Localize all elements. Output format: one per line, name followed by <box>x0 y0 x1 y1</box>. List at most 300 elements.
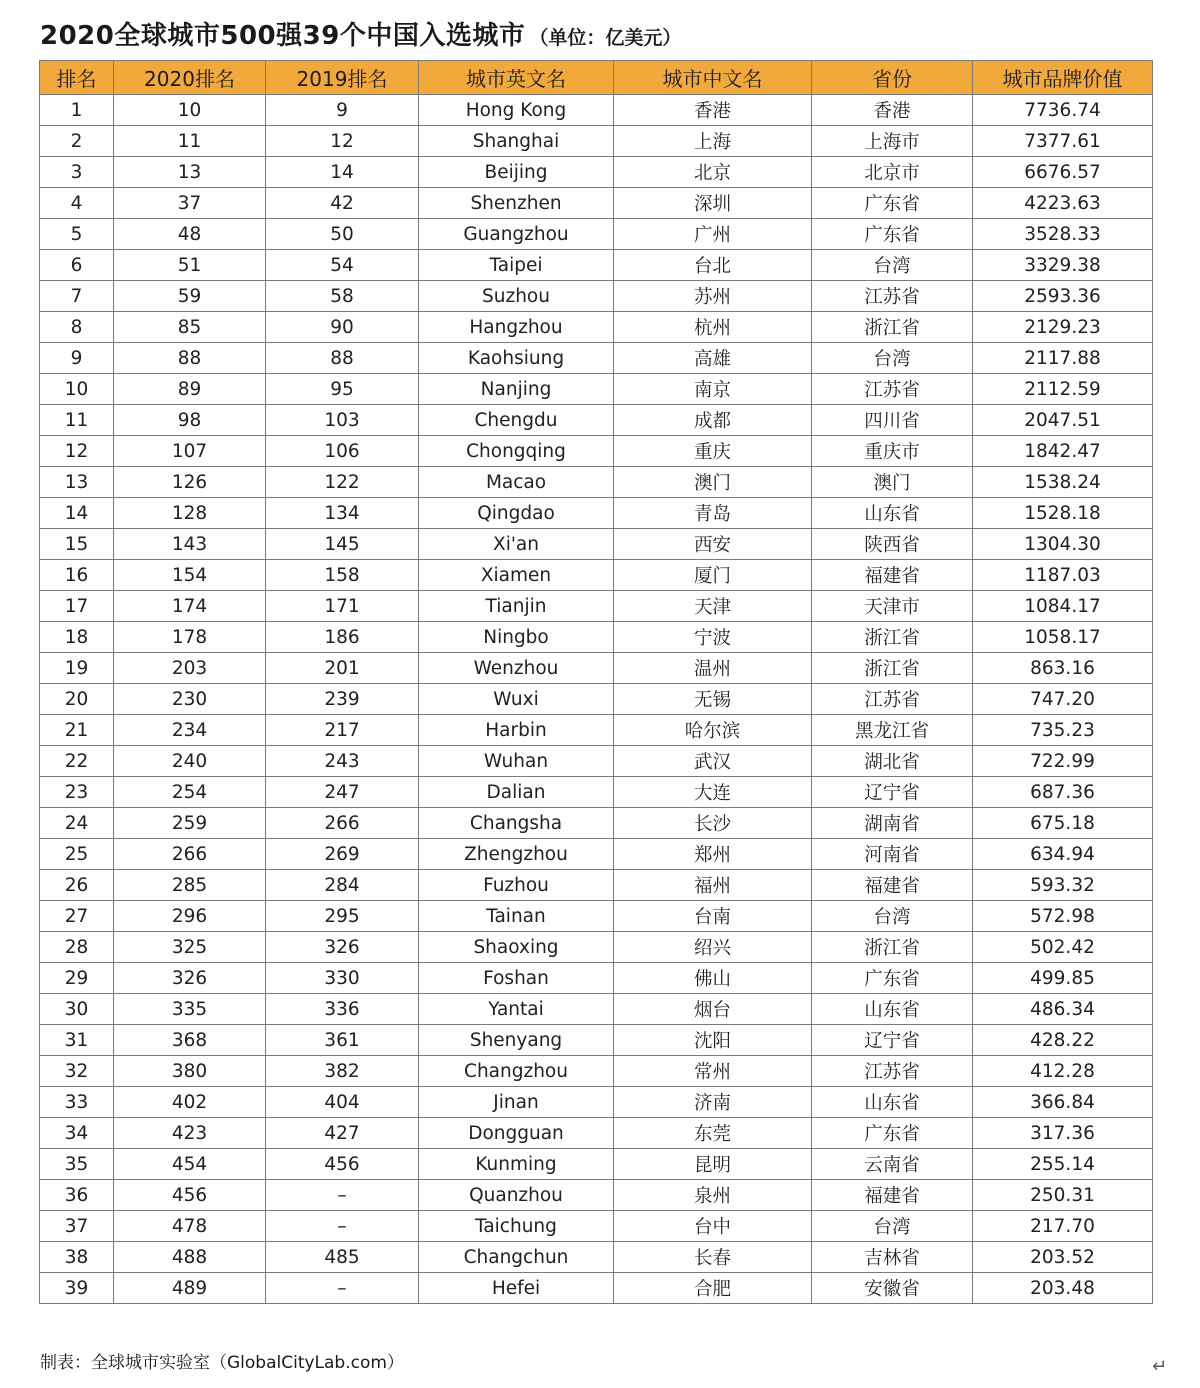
cell-brand-value: 2593.36 <box>973 281 1153 312</box>
cell-city-chinese-name: 东莞 <box>614 1118 812 1149</box>
table-row <box>40 188 1153 219</box>
header-row <box>40 61 1153 95</box>
cell-city-chinese-name: 沈阳 <box>614 1025 812 1056</box>
table-header <box>40 61 1153 95</box>
cell-city-english-name: Quanzhou <box>419 1180 614 1211</box>
cell-province: 台湾 <box>812 901 973 932</box>
city-ranking-table <box>39 60 1153 1304</box>
cell-city-english-name: Nanjing <box>419 374 614 405</box>
cell-rank-2019: 171 <box>266 591 419 622</box>
cell-rank-2020: 259 <box>114 808 266 839</box>
cell-province: 湖北省 <box>812 746 973 777</box>
cell-city-chinese-name: 昆明 <box>614 1149 812 1180</box>
cell-city-english-name: Yantai <box>419 994 614 1025</box>
cell-province: 江苏省 <box>812 281 973 312</box>
cell-province: 江苏省 <box>812 1056 973 1087</box>
cell-province: 辽宁省 <box>812 1025 973 1056</box>
cell-brand-value: 7736.74 <box>973 95 1153 126</box>
cell-rank-2020: 234 <box>114 715 266 746</box>
cell-city-chinese-name: 哈尔滨 <box>614 715 812 746</box>
table-row <box>40 157 1153 188</box>
cell-brand-value: 250.31 <box>973 1180 1153 1211</box>
cell-brand-value: 3528.33 <box>973 219 1153 250</box>
cell-brand-value: 203.52 <box>973 1242 1153 1273</box>
cell-brand-value: 2047.51 <box>973 405 1153 436</box>
cell-brand-value: 1842.47 <box>973 436 1153 467</box>
cell-city-english-name: Jinan <box>419 1087 614 1118</box>
cell-rank-2020: 37 <box>114 188 266 219</box>
cell-province: 福建省 <box>812 1180 973 1211</box>
cell-city-english-name: Changchun <box>419 1242 614 1273</box>
cell-city-english-name: Kaohsiung <box>419 343 614 374</box>
cell-rank-2019: 382 <box>266 1056 419 1087</box>
cell-province: 吉林省 <box>812 1242 973 1273</box>
cell-city-english-name: Guangzhou <box>419 219 614 250</box>
cell-city-english-name: Kunming <box>419 1149 614 1180</box>
cell-brand-value: 572.98 <box>973 901 1153 932</box>
cell-city-english-name: Chengdu <box>419 405 614 436</box>
cell-brand-value: 217.70 <box>973 1211 1153 1242</box>
cell-rank-2019: 14 <box>266 157 419 188</box>
cell-city-chinese-name: 台中 <box>614 1211 812 1242</box>
cell-rank-2019: 58 <box>266 281 419 312</box>
return-icon: ↵ <box>1152 1356 1168 1377</box>
cell-city-english-name: Dalian <box>419 777 614 808</box>
cell-rank-2019: – <box>266 1211 419 1242</box>
cell-province: 广东省 <box>812 1118 973 1149</box>
cell-rank: 15 <box>40 529 114 560</box>
cell-rank: 26 <box>40 870 114 901</box>
table-row <box>40 932 1153 963</box>
cell-rank-2020: 174 <box>114 591 266 622</box>
table-row <box>40 839 1153 870</box>
cell-province: 澳门 <box>812 467 973 498</box>
cell-rank-2019: 485 <box>266 1242 419 1273</box>
cell-city-chinese-name: 台南 <box>614 901 812 932</box>
table-row <box>40 1087 1153 1118</box>
cell-rank: 10 <box>40 374 114 405</box>
cell-province: 四川省 <box>812 405 973 436</box>
cell-city-chinese-name: 厦门 <box>614 560 812 591</box>
table-row <box>40 126 1153 157</box>
cell-rank: 36 <box>40 1180 114 1211</box>
cell-brand-value: 499.85 <box>973 963 1153 994</box>
cell-rank: 25 <box>40 839 114 870</box>
cell-brand-value: 593.32 <box>973 870 1153 901</box>
cell-brand-value: 2112.59 <box>973 374 1153 405</box>
cell-city-chinese-name: 高雄 <box>614 343 812 374</box>
cell-city-english-name: Wenzhou <box>419 653 614 684</box>
cell-rank-2020: 368 <box>114 1025 266 1056</box>
cell-rank-2019: 42 <box>266 188 419 219</box>
cell-rank-2019: 330 <box>266 963 419 994</box>
cell-rank-2019: 50 <box>266 219 419 250</box>
cell-province: 广东省 <box>812 963 973 994</box>
cell-city-english-name: Shenzhen <box>419 188 614 219</box>
cell-province: 重庆市 <box>812 436 973 467</box>
cell-brand-value: 1187.03 <box>973 560 1153 591</box>
cell-brand-value: 747.20 <box>973 684 1153 715</box>
cell-rank-2020: 478 <box>114 1211 266 1242</box>
cell-province: 天津市 <box>812 591 973 622</box>
cell-rank-2020: 11 <box>114 126 266 157</box>
cell-rank-2019: 122 <box>266 467 419 498</box>
cell-rank: 9 <box>40 343 114 374</box>
cell-rank: 39 <box>40 1273 114 1304</box>
cell-city-english-name: Qingdao <box>419 498 614 529</box>
cell-rank: 21 <box>40 715 114 746</box>
cell-rank-2019: 103 <box>266 405 419 436</box>
cell-province: 浙江省 <box>812 653 973 684</box>
cell-rank-2020: 178 <box>114 622 266 653</box>
cell-city-chinese-name: 香港 <box>614 95 812 126</box>
header-province: 省份 <box>812 61 973 95</box>
cell-city-chinese-name: 烟台 <box>614 994 812 1025</box>
cell-province: 河南省 <box>812 839 973 870</box>
cell-city-english-name: Changsha <box>419 808 614 839</box>
cell-rank-2020: 59 <box>114 281 266 312</box>
cell-rank: 2 <box>40 126 114 157</box>
table-row <box>40 591 1153 622</box>
cell-brand-value: 722.99 <box>973 746 1153 777</box>
table-row <box>40 901 1153 932</box>
cell-rank-2020: 456 <box>114 1180 266 1211</box>
table-row <box>40 715 1153 746</box>
cell-brand-value: 675.18 <box>973 808 1153 839</box>
table-row <box>40 870 1153 901</box>
cell-rank-2020: 128 <box>114 498 266 529</box>
cell-city-chinese-name: 合肥 <box>614 1273 812 1304</box>
cell-rank-2020: 126 <box>114 467 266 498</box>
cell-province: 台湾 <box>812 343 973 374</box>
cell-rank: 35 <box>40 1149 114 1180</box>
cell-brand-value: 1084.17 <box>973 591 1153 622</box>
cell-province: 北京市 <box>812 157 973 188</box>
cell-rank: 27 <box>40 901 114 932</box>
cell-brand-value: 1058.17 <box>973 622 1153 653</box>
cell-city-chinese-name: 青岛 <box>614 498 812 529</box>
cell-province: 浙江省 <box>812 312 973 343</box>
cell-province: 广东省 <box>812 188 973 219</box>
cell-city-chinese-name: 苏州 <box>614 281 812 312</box>
cell-city-chinese-name: 济南 <box>614 1087 812 1118</box>
cell-city-english-name: Shenyang <box>419 1025 614 1056</box>
cell-rank: 1 <box>40 95 114 126</box>
table-row <box>40 498 1153 529</box>
cell-rank-2020: 85 <box>114 312 266 343</box>
cell-city-english-name: Hangzhou <box>419 312 614 343</box>
cell-province: 台湾 <box>812 1211 973 1242</box>
table-row <box>40 622 1153 653</box>
cell-rank-2019: 243 <box>266 746 419 777</box>
cell-brand-value: 1528.18 <box>973 498 1153 529</box>
table-row <box>40 250 1153 281</box>
cell-city-english-name: Taipei <box>419 250 614 281</box>
cell-rank-2020: 203 <box>114 653 266 684</box>
cell-city-chinese-name: 温州 <box>614 653 812 684</box>
cell-rank: 8 <box>40 312 114 343</box>
cell-city-english-name: Fuzhou <box>419 870 614 901</box>
cell-brand-value: 2117.88 <box>973 343 1153 374</box>
cell-rank-2020: 326 <box>114 963 266 994</box>
cell-city-english-name: Tainan <box>419 901 614 932</box>
cell-brand-value: 634.94 <box>973 839 1153 870</box>
cell-city-english-name: Hefei <box>419 1273 614 1304</box>
cell-city-english-name: Dongguan <box>419 1118 614 1149</box>
cell-city-english-name: Wuhan <box>419 746 614 777</box>
cell-city-chinese-name: 杭州 <box>614 312 812 343</box>
cell-rank-2019: 145 <box>266 529 419 560</box>
cell-rank-2020: 296 <box>114 901 266 932</box>
cell-province: 安徽省 <box>812 1273 973 1304</box>
table-body <box>40 95 1153 1304</box>
table-row <box>40 467 1153 498</box>
table-row <box>40 777 1153 808</box>
cell-rank-2020: 98 <box>114 405 266 436</box>
cell-province: 福建省 <box>812 560 973 591</box>
cell-rank-2019: 404 <box>266 1087 419 1118</box>
cell-city-chinese-name: 大连 <box>614 777 812 808</box>
cell-rank-2019: 336 <box>266 994 419 1025</box>
cell-rank-2019: 456 <box>266 1149 419 1180</box>
cell-brand-value: 486.34 <box>973 994 1153 1025</box>
title-main: 2020全球城市500强39个中国入选城市 <box>40 21 526 51</box>
cell-province: 山东省 <box>812 994 973 1025</box>
cell-city-chinese-name: 广州 <box>614 219 812 250</box>
cell-rank: 13 <box>40 467 114 498</box>
cell-brand-value: 502.42 <box>973 932 1153 963</box>
cell-rank-2020: 48 <box>114 219 266 250</box>
cell-city-chinese-name: 南京 <box>614 374 812 405</box>
cell-rank: 12 <box>40 436 114 467</box>
cell-rank: 29 <box>40 963 114 994</box>
cell-city-english-name: Xi'an <box>419 529 614 560</box>
title-unit: （单位：亿美元） <box>529 27 682 49</box>
header-rank-2019: 2019排名 <box>266 61 419 95</box>
cell-rank: 18 <box>40 622 114 653</box>
cell-rank: 5 <box>40 219 114 250</box>
cell-rank-2020: 88 <box>114 343 266 374</box>
table-row <box>40 560 1153 591</box>
cell-city-chinese-name: 澳门 <box>614 467 812 498</box>
cell-rank: 30 <box>40 994 114 1025</box>
cell-rank-2019: 361 <box>266 1025 419 1056</box>
table-row <box>40 963 1153 994</box>
cell-rank: 24 <box>40 808 114 839</box>
cell-city-english-name: Foshan <box>419 963 614 994</box>
cell-city-chinese-name: 绍兴 <box>614 932 812 963</box>
cell-province: 辽宁省 <box>812 777 973 808</box>
cell-city-english-name: Changzhou <box>419 1056 614 1087</box>
cell-rank-2020: 89 <box>114 374 266 405</box>
cell-rank-2020: 254 <box>114 777 266 808</box>
cell-rank-2019: 239 <box>266 684 419 715</box>
cell-rank-2020: 13 <box>114 157 266 188</box>
cell-province: 香港 <box>812 95 973 126</box>
cell-brand-value: 317.36 <box>973 1118 1153 1149</box>
cell-rank-2020: 325 <box>114 932 266 963</box>
cell-rank: 34 <box>40 1118 114 1149</box>
cell-rank-2020: 285 <box>114 870 266 901</box>
cell-province: 上海市 <box>812 126 973 157</box>
cell-rank-2019: 284 <box>266 870 419 901</box>
header-rank: 排名 <box>40 61 114 95</box>
cell-rank: 31 <box>40 1025 114 1056</box>
cell-rank: 4 <box>40 188 114 219</box>
cell-rank: 7 <box>40 281 114 312</box>
cell-rank: 19 <box>40 653 114 684</box>
cell-city-chinese-name: 北京 <box>614 157 812 188</box>
cell-rank-2019: 9 <box>266 95 419 126</box>
cell-rank-2019: 95 <box>266 374 419 405</box>
cell-city-chinese-name: 长沙 <box>614 808 812 839</box>
cell-rank: 22 <box>40 746 114 777</box>
table-row <box>40 1242 1153 1273</box>
cell-rank-2019: 158 <box>266 560 419 591</box>
cell-city-chinese-name: 宁波 <box>614 622 812 653</box>
cell-rank: 17 <box>40 591 114 622</box>
cell-city-english-name: Suzhou <box>419 281 614 312</box>
cell-city-english-name: Beijing <box>419 157 614 188</box>
cell-rank-2020: 489 <box>114 1273 266 1304</box>
cell-city-chinese-name: 武汉 <box>614 746 812 777</box>
cell-rank-2020: 335 <box>114 994 266 1025</box>
cell-brand-value: 255.14 <box>973 1149 1153 1180</box>
table-row <box>40 219 1153 250</box>
table-row <box>40 436 1153 467</box>
cell-rank-2019: 106 <box>266 436 419 467</box>
table-row <box>40 1056 1153 1087</box>
cell-rank: 14 <box>40 498 114 529</box>
cell-rank: 3 <box>40 157 114 188</box>
cell-province: 台湾 <box>812 250 973 281</box>
table-row <box>40 281 1153 312</box>
cell-rank-2019: 12 <box>266 126 419 157</box>
cell-rank-2020: 402 <box>114 1087 266 1118</box>
cell-city-chinese-name: 成都 <box>614 405 812 436</box>
cell-city-english-name: Taichung <box>419 1211 614 1242</box>
cell-province: 广东省 <box>812 219 973 250</box>
source-note: 制表：全球城市实验室（GlobalCityLab.com） <box>40 1353 404 1373</box>
cell-city-english-name: Macao <box>419 467 614 498</box>
cell-city-chinese-name: 台北 <box>614 250 812 281</box>
cell-province: 山东省 <box>812 498 973 529</box>
cell-city-english-name: Zhengzhou <box>419 839 614 870</box>
cell-city-chinese-name: 深圳 <box>614 188 812 219</box>
table-row <box>40 1118 1153 1149</box>
cell-rank: 38 <box>40 1242 114 1273</box>
cell-city-chinese-name: 郑州 <box>614 839 812 870</box>
cell-city-chinese-name: 重庆 <box>614 436 812 467</box>
cell-rank-2020: 10 <box>114 95 266 126</box>
cell-rank-2019: 269 <box>266 839 419 870</box>
header-brand-value: 城市品牌价值 <box>973 61 1153 95</box>
cell-brand-value: 6676.57 <box>973 157 1153 188</box>
cell-city-english-name: Ningbo <box>419 622 614 653</box>
cell-brand-value: 412.28 <box>973 1056 1153 1087</box>
cell-province: 湖南省 <box>812 808 973 839</box>
table-row <box>40 746 1153 777</box>
cell-rank-2019: 201 <box>266 653 419 684</box>
cell-rank: 28 <box>40 932 114 963</box>
table-row <box>40 1180 1153 1211</box>
cell-rank-2019: 247 <box>266 777 419 808</box>
table-row <box>40 529 1153 560</box>
cell-province: 福建省 <box>812 870 973 901</box>
cell-rank-2019: 134 <box>266 498 419 529</box>
cell-city-english-name: Shaoxing <box>419 932 614 963</box>
cell-rank: 16 <box>40 560 114 591</box>
table-row <box>40 405 1153 436</box>
cell-city-chinese-name: 常州 <box>614 1056 812 1087</box>
cell-province: 江苏省 <box>812 684 973 715</box>
cell-city-english-name: Wuxi <box>419 684 614 715</box>
cell-rank-2019: 295 <box>266 901 419 932</box>
cell-city-english-name: Chongqing <box>419 436 614 467</box>
cell-rank-2020: 143 <box>114 529 266 560</box>
cell-brand-value: 428.22 <box>973 1025 1153 1056</box>
cell-rank-2020: 230 <box>114 684 266 715</box>
table-row <box>40 1149 1153 1180</box>
cell-rank-2020: 240 <box>114 746 266 777</box>
cell-city-chinese-name: 天津 <box>614 591 812 622</box>
cell-rank-2020: 51 <box>114 250 266 281</box>
cell-rank-2019: 217 <box>266 715 419 746</box>
cell-city-chinese-name: 佛山 <box>614 963 812 994</box>
cell-brand-value: 735.23 <box>973 715 1153 746</box>
header-city-chinese-name: 城市中文名 <box>614 61 812 95</box>
cell-brand-value: 687.36 <box>973 777 1153 808</box>
cell-city-chinese-name: 上海 <box>614 126 812 157</box>
cell-rank-2019: 88 <box>266 343 419 374</box>
cell-province: 浙江省 <box>812 622 973 653</box>
cell-brand-value: 4223.63 <box>973 188 1153 219</box>
cell-rank-2020: 488 <box>114 1242 266 1273</box>
cell-city-chinese-name: 西安 <box>614 529 812 560</box>
cell-brand-value: 3329.38 <box>973 250 1153 281</box>
cell-brand-value: 203.48 <box>973 1273 1153 1304</box>
cell-province: 浙江省 <box>812 932 973 963</box>
table-row <box>40 343 1153 374</box>
cell-city-chinese-name: 长春 <box>614 1242 812 1273</box>
cell-rank-2020: 107 <box>114 436 266 467</box>
cell-brand-value: 1538.24 <box>973 467 1153 498</box>
cell-rank-2019: 186 <box>266 622 419 653</box>
table-row <box>40 312 1153 343</box>
cell-province: 云南省 <box>812 1149 973 1180</box>
header-city-english-name: 城市英文名 <box>419 61 614 95</box>
cell-city-english-name: Hong Kong <box>419 95 614 126</box>
table-row <box>40 1273 1153 1304</box>
table-row <box>40 684 1153 715</box>
cell-rank: 6 <box>40 250 114 281</box>
cell-rank-2020: 266 <box>114 839 266 870</box>
cell-rank-2020: 380 <box>114 1056 266 1087</box>
header-rank-2020: 2020排名 <box>114 61 266 95</box>
cell-rank: 20 <box>40 684 114 715</box>
cell-rank-2020: 454 <box>114 1149 266 1180</box>
cell-province: 山东省 <box>812 1087 973 1118</box>
cell-province: 陕西省 <box>812 529 973 560</box>
cell-brand-value: 1304.30 <box>973 529 1153 560</box>
cell-rank: 37 <box>40 1211 114 1242</box>
cell-city-english-name: Xiamen <box>419 560 614 591</box>
page-title <box>40 16 681 56</box>
cell-city-english-name: Shanghai <box>419 126 614 157</box>
cell-rank: 32 <box>40 1056 114 1087</box>
cell-rank-2019: 54 <box>266 250 419 281</box>
cell-brand-value: 863.16 <box>973 653 1153 684</box>
